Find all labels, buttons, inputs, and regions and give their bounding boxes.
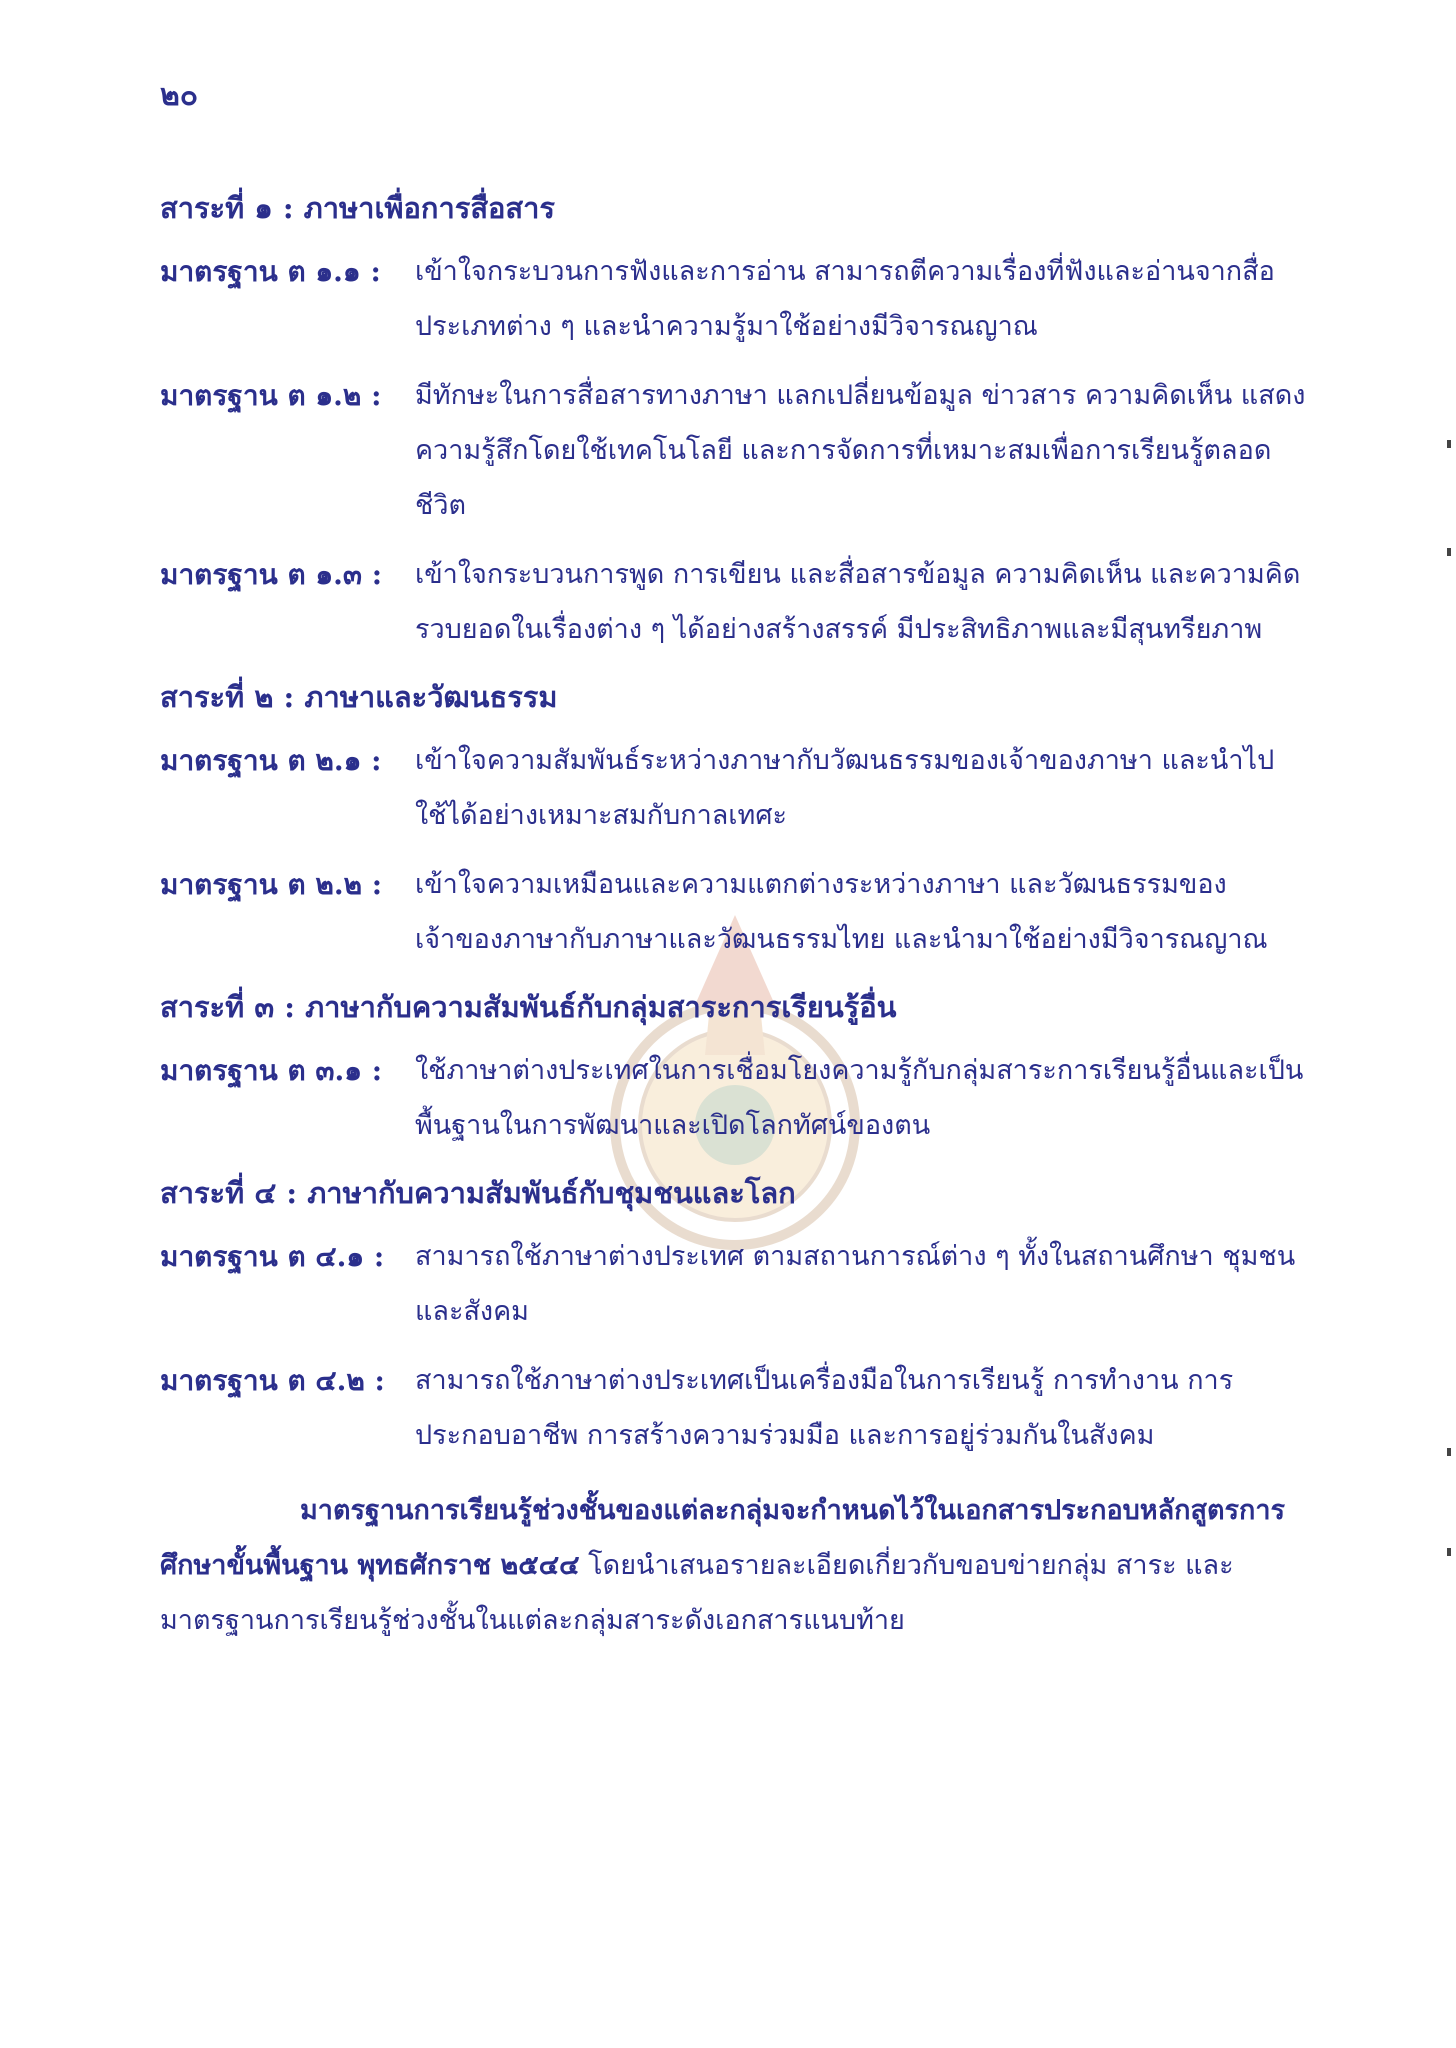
- standard-item: [160, 1353, 1310, 1463]
- closing-part1: มาตรฐานการเรียนรู้ช่วงชั้นของแต่ละกลุ่มจะกำหนดไว้ในเอกสารประกอบหลักสูตรการศึกษาขั้นพื้นฐาน พุทธศักราช ๒๕๔๔: [160, 1495, 1286, 1581]
- scan-edge-mark: [1447, 1548, 1451, 1556]
- closing-paragraph: [160, 1483, 1310, 1648]
- standard-text: ใช้ภาษาต่างประเทศในการเชื่อมโยงความรู้กับกลุ่มสาระการเรียนรู้อื่นและเป็นพื้นฐานในการพัฒนาและเปิดโลกทัศน์ของตน: [415, 1055, 1304, 1141]
- section-1: [160, 188, 1310, 657]
- closing-part2: โดยนำเสนอรายละเอียดเกี่ยวกับขอบข่ายกลุ่ม สาระ และมาตรฐานการเรียนรู้ช่วงชั้นในแต่ละกลุ่มสาระดังเอกสารแนบท้าย: [160, 1550, 1234, 1636]
- standard-text: เข้าใจความเหมือนและความแตกต่างระหว่างภาษา และวัฒนธรรมของเจ้าของภาษากับภาษาและวัฒนธรรมไทย และนำมาใช้อย่างมีวิจารณญาณ: [415, 869, 1268, 955]
- section-4: [160, 1173, 1310, 1463]
- standard-label: มาตรฐาน ต ๒.๒ :: [160, 868, 383, 901]
- standard-text: เข้าใจกระบวนการฟังและการอ่าน สามารถตีความเรื่องที่ฟังและอ่านจากสื่อประเภทต่าง ๆ และนำความรู้มาใช้อย่างมีวิจารณญาณ: [415, 256, 1275, 342]
- section-heading: สาระที่ ๑ : ภาษาเพื่อการสื่อสาร: [160, 191, 555, 225]
- standard-label: มาตรฐาน ต ๑.๓ :: [160, 558, 383, 591]
- standard-label: มาตรฐาน ต ๑.๒ :: [160, 379, 382, 412]
- standard-item: [160, 1229, 1310, 1339]
- standard-label: มาตรฐาน ต ๑.๑ :: [160, 255, 381, 288]
- standard-text: สามารถใช้ภาษาต่างประเทศเป็นเครื่องมือในการเรียนรู้ การทำงาน การประกอบอาชีพ การสร้างความร่วมมือ และการอยู่ร่วมกันในสังคม: [415, 1365, 1234, 1451]
- standard-item: [160, 547, 1310, 657]
- section-heading: สาระที่ ๔ : ภาษากับความสัมพันธ์กับชุมชนและโลก: [160, 1176, 796, 1210]
- standard-label: มาตรฐาน ต ๓.๑ :: [160, 1054, 383, 1087]
- section-heading: สาระที่ ๓ : ภาษากับความสัมพันธ์กับกลุ่มสาระการเรียนรู้อื่น: [160, 990, 897, 1024]
- content-body: [160, 188, 1310, 1648]
- scan-edge-mark: [1447, 440, 1451, 448]
- standard-item: [160, 1043, 1310, 1153]
- scan-edge-mark: [1447, 548, 1451, 556]
- standard-item: [160, 244, 1310, 354]
- standard-text: เข้าใจกระบวนการพูด การเขียน และสื่อสารข้อมูล ความคิดเห็น และความคิดรวบยอดในเรื่องต่าง ๆ ได้อย่างสร้างสรรค์ มีประสิทธิภาพและมีสุนทรียภาพ: [415, 559, 1301, 645]
- section-3: [160, 987, 1310, 1153]
- standard-label: มาตรฐาน ต ๔.๑ :: [160, 1240, 385, 1273]
- standard-text: สามารถใช้ภาษาต่างประเทศ ตามสถานการณ์ต่าง ๆ ทั้งในสถานศึกษา ชุมชนและสังคม: [415, 1241, 1296, 1327]
- standard-item: [160, 857, 1310, 967]
- section-heading: สาระที่ ๒ : ภาษาและวัฒนธรรม: [160, 680, 558, 714]
- standard-label: มาตรฐาน ต ๔.๒ :: [160, 1364, 385, 1397]
- standard-text: มีทักษะในการสื่อสารทางภาษา แลกเปลี่ยนข้อมูล ข่าวสาร ความคิดเห็น แสดงความรู้สึกโดยใช้เทคโนโลยี และการจัดการที่เหมาะสมเพื่อการเรียนรู้ตลอดชีวิต: [415, 380, 1306, 521]
- standard-label: มาตรฐาน ต ๒.๑ :: [160, 744, 382, 777]
- standard-item: [160, 733, 1310, 843]
- standard-text: เข้าใจความสัมพันธ์ระหว่างภาษากับวัฒนธรรมของเจ้าของภาษา และนำไปใช้ได้อย่างเหมาะสมกับกาลเทศะ: [415, 745, 1275, 831]
- scan-edge-mark: [1447, 1448, 1451, 1456]
- page-number: ๒๐: [160, 78, 199, 113]
- standard-item: [160, 368, 1310, 533]
- section-2: [160, 677, 1310, 967]
